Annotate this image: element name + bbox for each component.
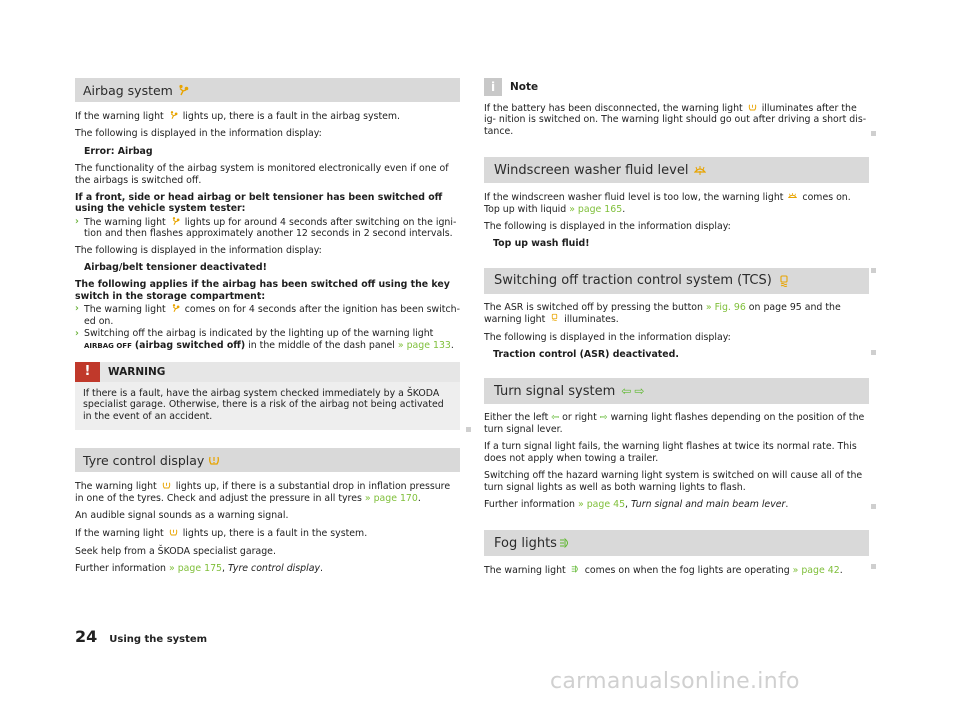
airbag-bullet2: › The warning light comes on for 4 seconds after the ignition has been switch- ed on. xyxy=(75,303,460,327)
airbag-p2: The following is displayed in the information display: xyxy=(75,128,322,140)
page-42-link[interactable]: » page 42 xyxy=(792,565,840,577)
tyre-pressure-icon xyxy=(162,480,171,490)
tyre-title: Tyre control display xyxy=(83,452,205,468)
turn-p3: Switching off the hazard warning light system is switched on will cause all of the turn signal lights as well as both warning lights to flash. xyxy=(484,470,863,493)
footer-section-title: Using the system xyxy=(109,634,208,645)
tyre-section-header xyxy=(75,448,460,472)
exclamation-icon: ! xyxy=(75,362,100,382)
turn-p1: Either the left ⇦ or right ⇨ warning light flashes depending on the position of the turn signal lever. xyxy=(484,412,865,435)
note-label: Note xyxy=(510,81,539,93)
fog-title: Fog lights xyxy=(494,535,557,551)
tcs-title: Switching off traction control system (TCS) xyxy=(494,273,772,289)
page-165-link[interactable]: » page 165 xyxy=(569,203,623,215)
turn-right-icon: ⇨ xyxy=(634,384,645,399)
turn-left-icon: ⇦ xyxy=(551,412,560,424)
airbag-icon xyxy=(177,84,189,96)
tcs-p1: The ASR is switched off by pressing the button » Fig. 96 on page 95 and the warning light illuminates. xyxy=(484,301,841,326)
note-text: If the battery has been disconnected, the warning light illuminates after the ig- nition is switched on. The warning light should go out after driving a short dis- tance. xyxy=(484,103,867,137)
airbag-bullet3: › Switching off the airbag is indicated by the lighting up of the warning light AIRBAG OFF (airbag switched off) in the middle of the dash panel » page 133. xyxy=(75,328,454,351)
airbag-p4: The following is displayed in the information display: xyxy=(75,244,322,256)
tcs-display-msg: Traction control (ASR) deactivated. xyxy=(493,349,679,361)
airbag-icon xyxy=(171,303,180,313)
washer-p1: If the windscreen washer fluid level is too low, the warning light comes on. Top up with liquid » page 165. xyxy=(484,192,851,215)
bullet-arrow-icon: › xyxy=(75,303,79,315)
warning-label: WARNING xyxy=(108,365,166,378)
fig-96-link[interactable]: » Fig. 96 xyxy=(705,301,746,313)
warning-header xyxy=(75,362,460,382)
turn-p4: Further information » page 45, Turn signal and main beam lever. xyxy=(484,498,789,510)
airbag-bold2: The following applies if the airbag has been switched off using the key switch in the storage compartment: xyxy=(75,279,450,302)
turn-right-icon: ⇨ xyxy=(599,412,608,424)
airbag-bold1: If a front, side or head airbag or belt tensioner has been switched off using the vehicle system tester: xyxy=(75,192,443,215)
airbag-title: Airbag system xyxy=(83,82,173,98)
tyre-p5: Further information » page 175, Tyre control display. xyxy=(75,563,324,575)
page-number: 24 xyxy=(75,627,98,646)
info-icon: i xyxy=(484,78,502,96)
tyre-pressure-icon xyxy=(208,454,220,466)
battery-warning-icon xyxy=(748,102,757,112)
turn-section-header xyxy=(484,378,869,404)
warning-box xyxy=(75,362,460,430)
warning-text: If there is a fault, have the airbag system checked immediately by a ŠKODA specialist garage. Otherwise, there is a risk of the airbag not being activated in the event of an accident. xyxy=(83,387,444,422)
turn-p2: If a turn signal light fails, the warning light flashes at twice its normal rate. This does not apply when towing a trailer. xyxy=(484,441,857,464)
section-end-marker xyxy=(871,504,876,509)
page-45-link[interactable]: » page 45 xyxy=(578,498,626,510)
washer-fluid-icon xyxy=(788,191,797,201)
section-end-marker xyxy=(871,564,876,569)
watermark: carmanualsonline.info xyxy=(550,669,800,694)
airbag-off-badge: AIRBAG OFF xyxy=(84,341,132,350)
washer-display-msg: Top up wash fluid! xyxy=(493,238,590,250)
tcs-p2: The following is displayed in the information display: xyxy=(484,331,731,343)
tyre-p4: Seek help from a ŠKODA specialist garage. xyxy=(75,545,276,557)
tcs-section-header xyxy=(484,268,869,294)
right-column xyxy=(484,78,869,583)
washer-section-header xyxy=(484,157,869,183)
page-170-link[interactable]: » page 170 xyxy=(364,492,418,504)
airbag-display-msg: Error: Airbag xyxy=(84,145,153,157)
tyre-pressure-icon xyxy=(169,527,178,537)
fog-section-header xyxy=(484,530,869,556)
note-header xyxy=(484,78,869,96)
airbag-p1: If the warning light lights up, there is a fault in the airbag system. xyxy=(75,111,401,122)
tyre-p2: An audible signal sounds as a warning signal. xyxy=(75,509,289,521)
section-end-marker xyxy=(466,427,471,432)
tcs-icon xyxy=(778,275,790,287)
bullet-arrow-icon: › xyxy=(75,328,79,340)
washer-title: Windscreen washer fluid level xyxy=(494,162,689,178)
page-footer xyxy=(75,627,207,646)
turn-left-icon: ⇦ xyxy=(621,384,632,399)
fog-light-icon xyxy=(571,564,580,574)
bullet-arrow-icon: › xyxy=(75,215,79,227)
page-133-link[interactable]: » page 133 xyxy=(397,339,451,351)
airbag-display-msg2: Airbag/belt tensioner deactivated! xyxy=(84,262,267,274)
section-end-marker xyxy=(871,268,876,273)
airbag-p3: The functionality of the airbag system is monitored electronically even if one of the airbags is switched off. xyxy=(75,163,449,186)
fog-p1: The warning light comes on when the fog lights are operating » page 42. xyxy=(484,565,843,577)
washer-fluid-icon xyxy=(694,164,706,176)
tyre-p3: If the warning light lights up, there is a fault in the system. xyxy=(75,528,368,540)
section-end-marker xyxy=(871,350,876,355)
airbag-bullet1: › The warning light lights up for around 4 seconds after switching on the igni- tion and then flashes approximately another 12 seconds in 2 second intervals. xyxy=(75,215,457,240)
tcs-icon xyxy=(550,313,559,323)
turn-title: Turn signal system xyxy=(494,383,616,399)
airbag-icon xyxy=(171,216,180,226)
section-end-marker xyxy=(871,131,876,136)
left-column xyxy=(75,78,460,581)
page-175-link[interactable]: » page 175 xyxy=(169,563,223,575)
airbag-icon xyxy=(169,110,178,120)
airbag-section-header xyxy=(75,78,460,102)
washer-p2: The following is displayed in the information display: xyxy=(484,221,731,233)
tyre-p1: The warning light lights up, if there is a substantial drop in inflation pressure in one of the tyres. Check and adjust the pressure in all tyres » page 170. xyxy=(75,481,451,504)
fog-light-icon xyxy=(559,537,571,549)
